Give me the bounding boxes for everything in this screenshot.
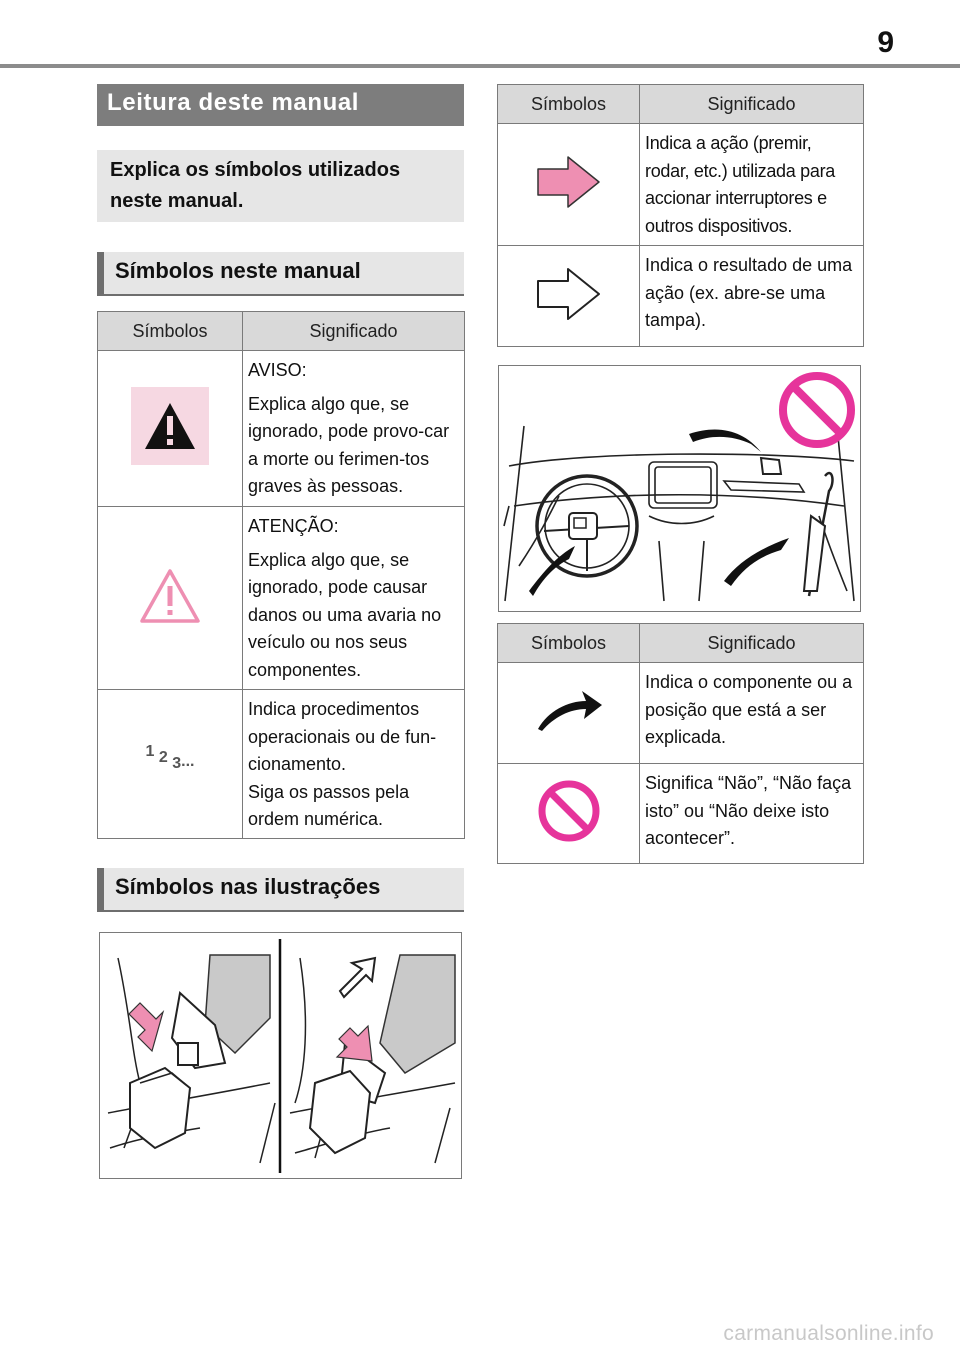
column-header-symbols: Símbolos	[498, 85, 640, 124]
column-header-symbols: Símbolos	[498, 624, 640, 663]
section-heading-illustration-symbols: Símbolos nas ilustrações	[97, 868, 464, 912]
intro-text: Explica os símbolos utilizados neste manual.	[97, 150, 464, 222]
table-row	[98, 690, 465, 839]
section-heading-manual-symbols: Símbolos neste manual	[97, 252, 464, 296]
table-row	[98, 507, 465, 690]
atencao-text: Explica algo que, se ignorado, pode causar danos ou uma avaria no veículo ou nos seus componentes.	[248, 549, 442, 680]
column-header-meaning: Significado	[640, 85, 864, 124]
result-arrow-icon	[536, 266, 602, 322]
step-ellipsis: ...	[181, 752, 195, 770]
page-number: 9	[877, 26, 894, 59]
steps-symbol	[98, 690, 243, 839]
seatbelt-illustration	[99, 932, 462, 1179]
action-arrow-meaning: Indica a ação (premir, rodar, etc.) utilizada para accionar interruptores e outros dispositivos.	[640, 124, 864, 246]
action-arrow-icon	[536, 154, 602, 210]
atencao-label: ATENÇÃO:	[248, 516, 339, 536]
table-row	[498, 764, 864, 864]
illustration-symbols-table-bottom	[497, 623, 864, 864]
table-row	[98, 351, 465, 507]
column-header-symbols: Símbolos	[98, 312, 243, 351]
steps-text-1: Indica procedimentos operacionais ou de fun-cionamento.	[248, 699, 437, 774]
step-number-2: 2	[158, 748, 168, 766]
steps-text-2: Siga os passos pela ordem numérica.	[248, 781, 410, 829]
table-row	[498, 246, 864, 347]
aviso-text: Explica algo que, se ignorado, pode provo-car a morte ou ferimen-tos graves às pessoas.	[248, 393, 450, 496]
table-row	[498, 663, 864, 764]
watermark: carmanualsonline.info	[723, 1322, 934, 1345]
warning-symbol-cell	[98, 351, 243, 507]
page-title: Leitura deste manual	[97, 84, 464, 126]
pointer-arrow-icon	[534, 689, 604, 733]
warning-icon	[131, 387, 209, 465]
step-number-1: 1	[145, 742, 155, 760]
column-header-meaning: Significado	[243, 312, 465, 351]
result-arrow-meaning: Indica o resultado de uma ação (ex. abre-se uma tampa).	[640, 246, 864, 347]
dashboard-illustration	[498, 365, 861, 612]
illustration-symbols-table-top	[497, 84, 864, 347]
table-row	[498, 124, 864, 246]
prohibition-icon	[536, 778, 602, 844]
prohibition-meaning: Significa “Não”, “Não faça isto” ou “Não deixe isto acontecer”.	[640, 764, 864, 864]
step-number-3: 3	[172, 754, 182, 772]
top-rule	[0, 64, 960, 68]
column-header-meaning: Significado	[640, 624, 864, 663]
aviso-label: AVISO:	[248, 360, 307, 380]
caution-icon	[138, 567, 202, 625]
manual-symbols-table	[97, 311, 465, 839]
pointer-arrow-meaning: Indica o componente ou a posição que está a ser explicada.	[640, 663, 864, 764]
